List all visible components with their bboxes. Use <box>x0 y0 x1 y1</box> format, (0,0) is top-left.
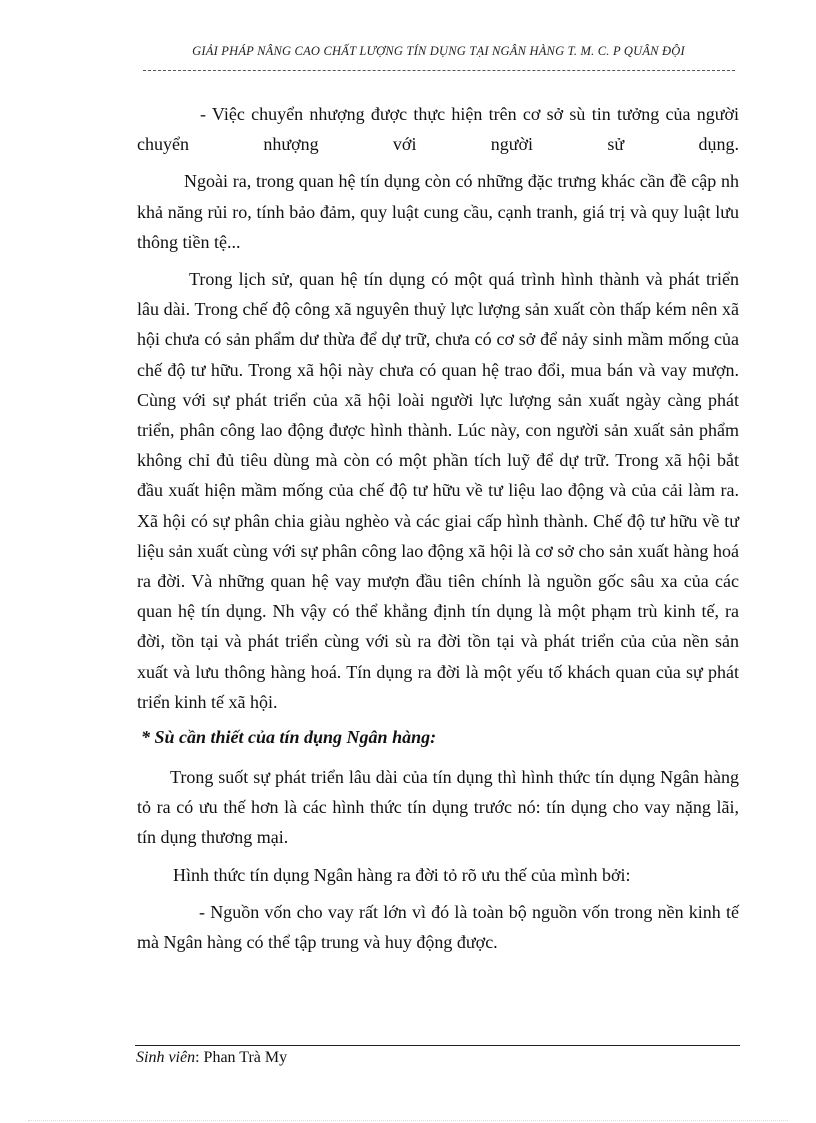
paragraph-bank-credit-form: Hình thức tín dụng Ngân hàng ra đời tỏ rõ ưu thế của mình bởi: <box>173 864 631 885</box>
paragraph-transfer: - Việc chuyển nhượng được thực hiện trên cơ sở sù tin tưởng của người chuyển nhượng với người sử dụng. <box>137 104 739 155</box>
page-content <box>137 99 739 964</box>
paragraph-capital-source: - Nguồn vốn cho vay rất lớn vì đó là toàn bộ nguồn vốn trong nền kinh tế mà Ngân hàng có thể tập trung và huy động được. <box>137 901 739 953</box>
paragraph-history: Trong lịch sử, quan hệ tín dụng có một quá trình hình thành và phát triển lâu dài. Trong chế độ công xã nguyên thuỷ lực lượng sản xuất còn thấp kém nên xã hội chưa có sản phẩm dư thừa để dự trữ, chưa có cơ sở để nảy sinh mầm mống của chế độ tư hữu. Trong xã hội này chưa có quan hệ trao đổi, mua bán và vay mượn. Cùng với sự phát triển của xã hội loài người lực lượng sản xuất ngày càng phát triển, phân công lao động được hình thành. Lúc này, con người sản xuất sản phẩm không chỉ đủ tiêu dùng mà còn có một phần tích luỹ để dự trữ. Trong xã hội bắt đầu xuất hiện mầm mống của chế độ tư hữu về tư liệu lao động và của cải làm ra. Xã hội có sự phân chia giàu nghèo và các giai cấp hình thành. Chế độ tư hữu về tư liệu sản xuất cùng với sự phân công lao động xã hội là cơ sở cho sản xuất hàng hoá ra đời. Và những quan hệ vay mượn đầu tiên chính là nguồn gốc sâu xa của các quan hệ tín dụng. Nh vậy có thể khẳng định tín dụng là một phạm trù kinh tế, ra đời, tồn tại và phát triển cùng với sù ra đời tồn tại và phát triển của của nền sản xuất và lưu thông hàng hoá. Tín dụng ra đời là một yếu tố khách quan của sự phát triển kinh tế xã hội. <box>137 269 739 712</box>
footer-label: Sinh viên <box>136 1049 196 1066</box>
page-header-title: GIẢI PHÁP NÂNG CAO CHẤT LƯỢNG TÍN DỤNG TẠI NGÂN HÀNG T. M. C. P QUÂN ĐỘI <box>192 44 685 58</box>
footer-student-name: : Phan Trà My <box>195 1049 288 1066</box>
page-footer <box>136 1045 287 1071</box>
paragraph-other-features: Ngoài ra, trong quan hệ tín dụng còn có những đặc trưng khác cần đề cập nh khả năng rủi ro, tính bảo đảm, quy luật cung cầu, cạnh tranh, giá trị và quy luật lưu thông tiền tệ... <box>137 171 739 252</box>
paragraph-bank-credit-advantage: Trong suốt sự phát triển lâu dài của tín dụng thì hình thức tín dụng Ngân hàng tỏ ra có ưu thế hơn là các hình thức tín dụng trước nó: tín dụng cho vay nặng lãi, tín dụng thương mại. <box>137 767 739 848</box>
section-heading: * Sù cần thiết của tín dụng Ngân hàng: <box>141 727 437 748</box>
header-divider <box>143 70 735 71</box>
page-bottom-edge <box>28 1120 788 1121</box>
